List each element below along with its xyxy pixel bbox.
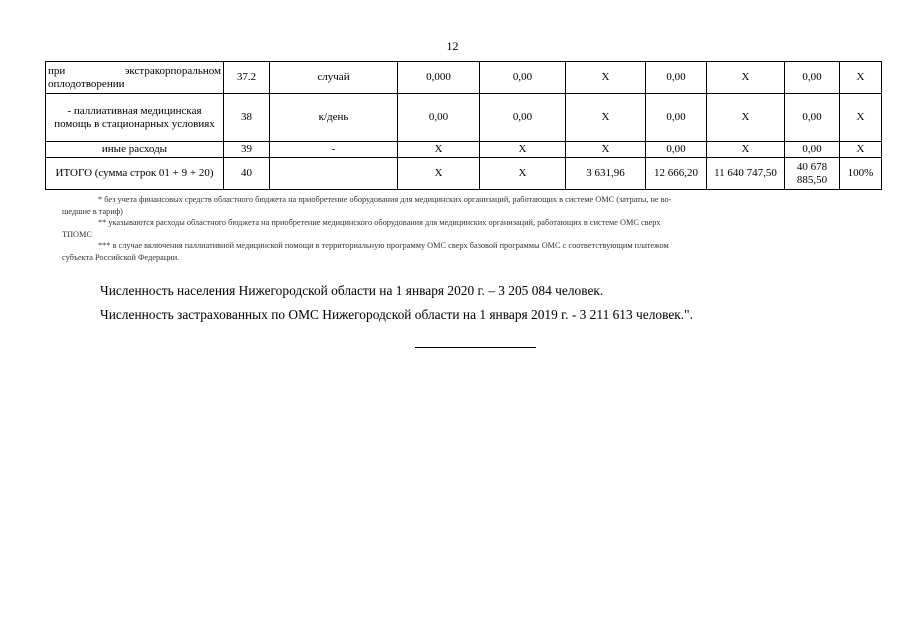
footnotes (62, 194, 858, 264)
table-cell: 0,00 (398, 94, 480, 142)
table-cell: X (480, 142, 566, 158)
table-cell: X (398, 142, 480, 158)
table-cell: X (566, 94, 646, 142)
footnote-3-cont: субъекта Российской Федерации. (62, 252, 180, 262)
table-cell: 0,00 (480, 62, 566, 94)
row-name-word: экстракорпоральном (124, 64, 221, 77)
footnote-1-cont: шедшие в тариф) (62, 206, 123, 216)
row-name: ИТОГО (сумма строк 01 + 9 + 20) (46, 158, 224, 190)
table-cell: X (707, 142, 785, 158)
table-row (46, 62, 882, 94)
row-name: - паллиативная медицинская помощь в стационарных условиях (46, 94, 224, 142)
financing-table (45, 61, 882, 190)
table-cell: 0,00 (785, 142, 840, 158)
row-code: 38 (224, 94, 270, 142)
table-cell: X (398, 158, 480, 190)
footnote-1: * без учета финансовых средств областного бюджета на приобретение оборудования для медицинских организаций, работающих в системе ОМС (затраты, не во- (98, 195, 672, 204)
table-cell: X (707, 94, 785, 142)
table-cell: X (840, 142, 882, 158)
footnote-2: ** указываются расходы областного бюджета на приобретение медицинского оборудования для медицинских организаций, работающих в системе ОМС сверх (98, 218, 661, 228)
table-cell: 0,00 (785, 94, 840, 142)
table-cell: X (707, 62, 785, 94)
row-unit: - (270, 142, 398, 158)
row-code: 40 (224, 158, 270, 190)
row-unit: случай (270, 62, 398, 94)
table-cell: 11 640 747,50 (707, 158, 785, 190)
table-cell: 0,00 (646, 142, 707, 158)
table-row (46, 94, 882, 142)
footnote-2-cont: ТПОМС (62, 229, 92, 239)
row-name: иные расходы (46, 142, 224, 158)
table-cell: 40 678 885,50 (785, 158, 840, 190)
population-paragraph: Численность населения Нижегородской области на 1 января 2020 г. – 3 205 084 человек. (100, 283, 604, 298)
row-unit (270, 158, 398, 190)
table-cell: X (840, 62, 882, 94)
table-cell: 0,00 (480, 94, 566, 142)
table-cell: 100% (840, 158, 882, 190)
row-name-continuation: оплодотворении (48, 77, 125, 90)
row-code: 39 (224, 142, 270, 158)
row-name-cell (46, 62, 224, 94)
table-cell: 0,00 (646, 94, 707, 142)
row-name-word: при (48, 64, 66, 77)
table-row (46, 142, 882, 158)
closing-rule (415, 347, 536, 348)
row-code: 37.2 (224, 62, 270, 94)
table-cell: X (840, 94, 882, 142)
table-cell: X (480, 158, 566, 190)
table-cell: 0,000 (398, 62, 480, 94)
table-cell: 3 631,96 (566, 158, 646, 190)
footnote-3: *** в случае включения паллиативной медицинской помощи в территориальную программу ОМС сверх базовой программы ОМС с соответствующим платежом (98, 241, 669, 251)
table-row-total (46, 158, 882, 190)
insured-paragraph: Численность застрахованных по ОМС Нижегородской области на 1 января 2019 г. - 3 211 613 человек.". (100, 307, 693, 322)
table-cell: X (566, 142, 646, 158)
table-cell: 12 666,20 (646, 158, 707, 190)
row-unit: к/день (270, 94, 398, 142)
page-number: 12 (446, 39, 459, 53)
table-cell: 0,00 (785, 62, 840, 94)
table-cell: X (566, 62, 646, 94)
table-cell: 0,00 (646, 62, 707, 94)
